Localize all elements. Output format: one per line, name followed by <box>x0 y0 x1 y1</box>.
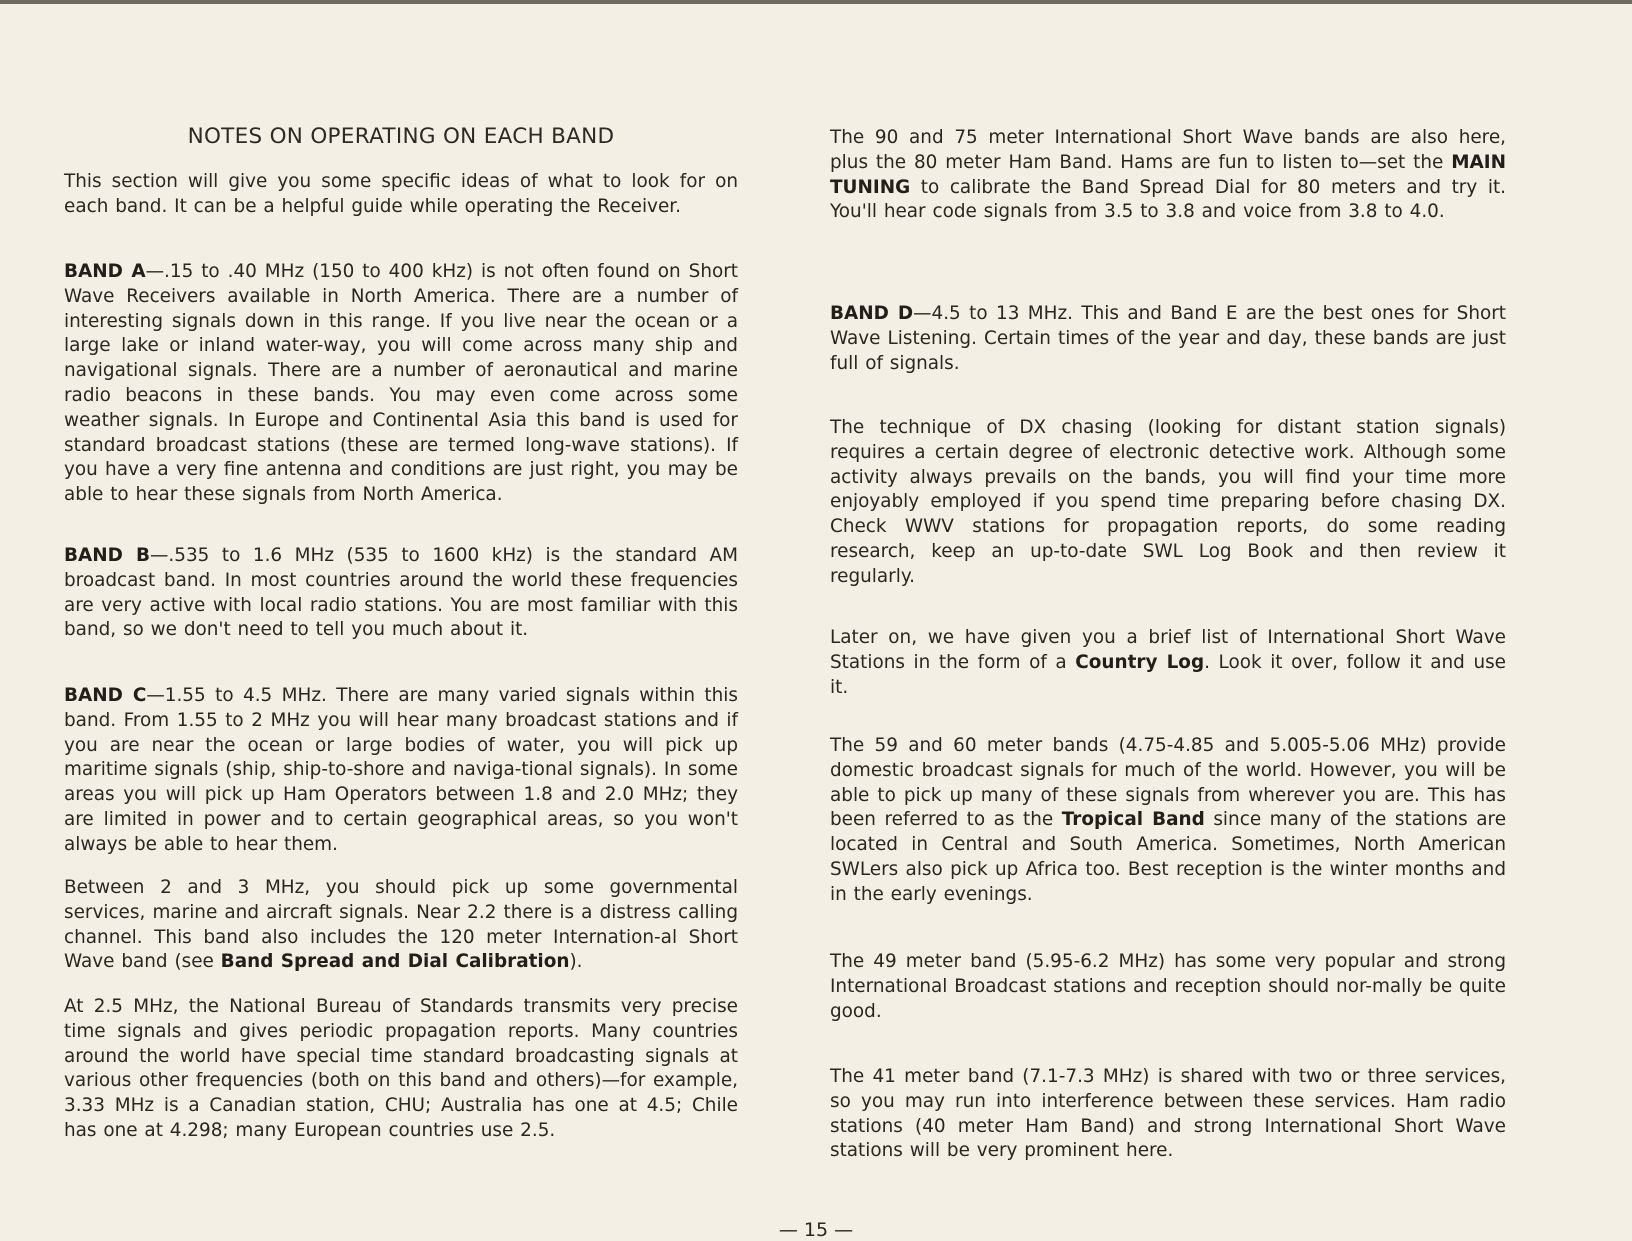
band-c-label: BAND C <box>64 685 147 706</box>
41-meter-paragraph: The 41 meter band (7.1-7.3 MHz) is shared with two or three services, so you may run into interference between these services. Ham radio stations (40 meter Ham Band) and strong International Short Wave stations will be very prominent here. <box>830 1066 1506 1162</box>
49-meter-paragraph: The 49 meter band (5.95-6.2 MHz) has some very popular and strong International Broadcast stations and reception should nor-mally be quite good. <box>830 951 1506 1022</box>
top-edge-rule <box>0 0 1632 4</box>
band-a-label: BAND A <box>64 261 146 282</box>
dx-chasing-paragraph: The technique of DX chasing (looking for distant station signals) requires a certain degree of electronic detective work. Although some activity always prevails on the bands, you will find your time more enjoyably employed if you spend time preparing before chasing DX. Check WWV stations for propagation reports, do some reading research, keep an up-to-date SWL Log Book and then review it regularly. <box>830 417 1506 587</box>
band-c-text: —1.55 to 4.5 MHz. There are many varied signals within this band. From 1.55 to 2 MHz you will hear many broadcast stations and if you are near the ocean or large bodies of water, you will pick up maritime signals (ship, ship-to-shore and naviga-tional signals). In some areas you will pick up Ham Operators between 1.8 and 2.0 MHz; they are limited in power and to certain geographical areas, so you won't always be able to hear them. <box>64 685 738 855</box>
between-end: ). <box>569 951 583 973</box>
main-tuning-label: MAIN TUNING <box>830 151 1506 198</box>
country-log-label: Country Log <box>1075 651 1205 673</box>
ham-band-paragraph <box>830 126 1506 225</box>
between-2-3-paragraph <box>64 876 738 975</box>
tropical-text-before: The 59 and 60 meter bands (4.75-4.85 and 5.005-5.06 MHz) provide domestic broadcast signals for much of the world. However, you will be able to pick up many of these signals from wherever you are. This has been referred to as the <box>830 735 1506 831</box>
ham-text-after: to calibrate the Band Spread Dial for 80 meters and try it. You'll hear code signals from 3.5 to 3.8 and voice from 3.8 to 4.0. <box>830 176 1506 223</box>
band-c-paragraph <box>64 684 738 858</box>
later-text-before: Later on, we have given you a brief list of International Short Wave Stations in the form of a <box>830 627 1506 673</box>
band-b-paragraph <box>64 544 738 643</box>
band-d-text: —4.5 to 13 MHz. This and Band E are the best ones for Short Wave Listening. Certain times of the year and day, these bands are just full of signals. <box>830 303 1507 374</box>
band-spread-reference: Band Spread and Dial Calibration <box>220 951 570 973</box>
tropical-band-label: Tropical Band <box>1061 809 1205 831</box>
section-title: NOTES ON OPERATING ON EACH BAND <box>187 124 615 149</box>
later-text-after: . Look it over, follow it and use it. <box>830 651 1506 698</box>
ham-text-before: The 90 and 75 meter International Short Wave bands are also here, plus the 80 meter Ham Band. Hams are fun to listen to—set the <box>830 127 1506 173</box>
band-b-text: —.535 to 1.6 MHz (535 to 1600 kHz) is the standard AM broadcast band. In most countries around the world these frequencies are very active with local radio stations. You are most familiar with this band, so we don't need to tell you much about it. <box>64 545 738 641</box>
band-b-label: BAND B <box>64 545 151 566</box>
band-d-paragraph <box>830 302 1506 376</box>
band-d-label: BAND D <box>830 303 914 324</box>
tropical-band-paragraph <box>830 734 1506 908</box>
between-text: Between 2 and 3 MHz, you should pick up some governmental services, marine and aircraft signals. Near 2.2 there is a distress calling channel. This band also includes the 120 meter Internation-al Short Wave band (see <box>64 877 738 973</box>
band-a-paragraph <box>64 260 738 508</box>
tropical-text-after: since many of the stations are located in Central and South America. Sometimes, North American SWLers also pick up Africa too. Best reception is the winter months and in the early evenings. <box>830 809 1507 905</box>
country-log-paragraph <box>830 626 1506 700</box>
nbs-paragraph: At 2.5 MHz, the National Bureau of Standards transmits very precise time signals and gives periodic propagation reports. Many countries around the world have special time standard broadcasting signals at various other frequencies (both on this band and others)—for example, 3.33 MHz is a Canadian station, CHU; Australia has one at 4.5; Chile has one at 4.298; many European countries use 2.5. <box>64 996 738 1141</box>
intro-paragraph: This section will give you some specific ideas of what to look for on each band. It can be a helpful guide while operating the Receiver. <box>64 171 738 217</box>
page-number: — 15 — <box>778 1219 854 1241</box>
band-a-text: —.15 to .40 MHz (150 to 400 kHz) is not often found on Short Wave Receivers available in North America. There are a number of interesting signals down in this range. If you live near the ocean or a large lake or inland water-way, you will come across many ship and navigational signals. There are a number of aeronautical and marine radio beacons in these bands. You may even come across some weather signals. In Europe and Continental Asia this band is used for standard broadcast stations (these are termed long-wave stations). If you have a very fine antenna and conditions are just right, you may be able to hear these signals from North America. <box>64 261 738 506</box>
